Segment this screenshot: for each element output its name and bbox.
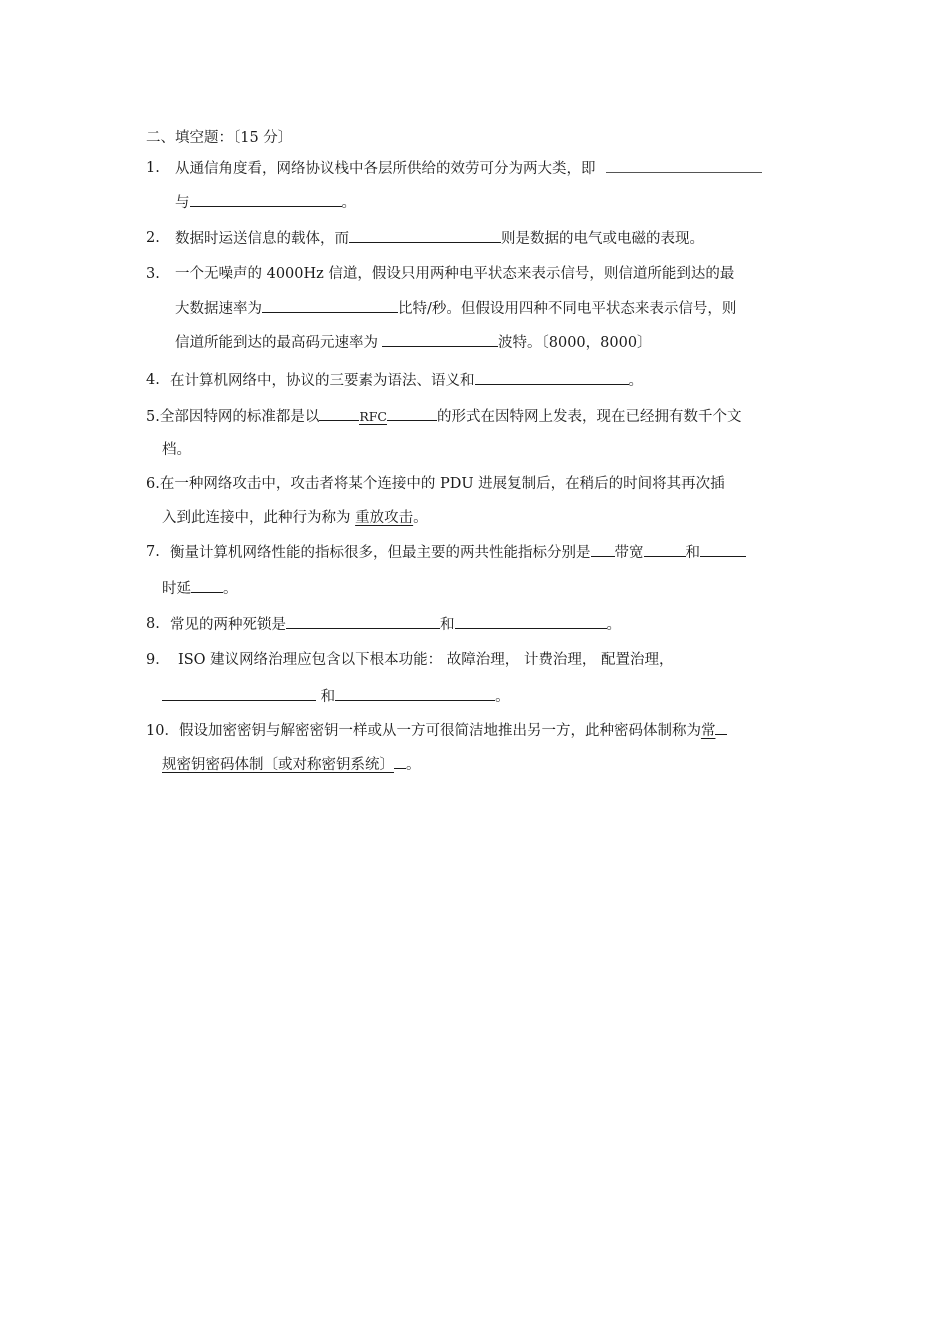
- question-1-text: 从通信角度看，网络协议栈中各层所供给的效劳可分为两大类，即: [175, 158, 762, 179]
- question-3-text-line2: 大数据速率为 比特/秒。但假设用四种不同电平状态来表示信号，则: [175, 298, 736, 319]
- section-title: 二、填空题：〔15 分〕: [146, 130, 293, 146]
- question-8-text: 常见的两种死锁是 和 。: [170, 614, 621, 635]
- question-3-text: 一个无噪声的 4000Hz 信道，假设只用两种电平状态来表示信号，则信道所能到达的最: [175, 266, 735, 282]
- question-9-number: 9．: [146, 652, 170, 668]
- question-6-text-line2: 入到此连接中，此种行为称为 重放攻击。: [162, 510, 428, 526]
- answer-text: 规密钥密码体制〔或对称密钥系统〕: [162, 757, 394, 773]
- answer-blank: [475, 370, 629, 385]
- answer-blank: [700, 542, 746, 557]
- answer-text: 重放攻击: [355, 510, 414, 526]
- answer-blank: [394, 754, 406, 769]
- answer-text: 常: [700, 723, 716, 739]
- answer-text: 时延: [162, 581, 191, 597]
- answer-blank: [455, 614, 607, 629]
- question-9-text: ISO 建议网络治理应包含以下根本功能： 故障治理， 计费治理， 配置治理，: [178, 652, 674, 668]
- question-5-text-line2: 档。: [162, 442, 191, 458]
- answer-blank: [162, 686, 316, 701]
- answer-blank: [387, 406, 437, 421]
- answer-blank: [262, 298, 398, 313]
- answer-blank: [644, 542, 686, 557]
- answer-blank: [591, 542, 615, 557]
- question-8-number: 8.: [146, 616, 160, 632]
- answer-blank: [715, 720, 727, 735]
- question-7-text-line2: 时延 。: [162, 578, 238, 599]
- question-1-text-line2: 与 。: [175, 192, 356, 213]
- question-10-text-line2: 规密钥密码体制〔或对称密钥系统〕 。: [162, 754, 421, 775]
- question-10-text: 10．假设加密密钥与解密密钥一样或从一方可很简洁地推出另一方，此种密码体制称为常: [146, 720, 727, 741]
- answer-blank: [191, 578, 223, 593]
- answer-blank: [286, 614, 440, 629]
- answer-text: RFC: [359, 409, 387, 424]
- answer-blank: [606, 158, 762, 173]
- answer-blank: [190, 192, 342, 207]
- question-3-text-line3: 信道所能到达的最高码元速率为 波特。〔8000，8000〕: [175, 332, 652, 353]
- question-2-text: 数据时运送信息的载体，而 则是数据的电气或电磁的表现。: [175, 228, 704, 249]
- question-2-number: 2.: [146, 230, 160, 246]
- question-6-text: 6.在一种网络攻击中，攻击者将某个连接中的 PDU 进展复制后，在稍后的时间将其再次插: [146, 476, 725, 492]
- question-4-text: 在计算机网络中，协议的三要素为语法、语义和 。: [170, 370, 643, 391]
- question-9-text-line2: 和 。: [162, 686, 510, 707]
- answer-blank: [319, 406, 359, 421]
- question-7-text: 衡量计算机网络性能的指标很多，但最主要的两共性能指标分别是 带宽 和: [170, 542, 746, 563]
- answer-blank: [349, 228, 501, 243]
- question-3-number: 3.: [146, 266, 160, 282]
- answer-text: 带宽: [614, 545, 644, 561]
- question-5-text: 5.全部因特网的标准都是以 RFC 的形式在因特网上发表，现在已经拥有数千个文: [146, 406, 742, 427]
- question-1-number: 1.: [146, 160, 160, 176]
- question-7-number: 7.: [146, 544, 160, 560]
- question-4-number: 4.: [146, 372, 160, 388]
- answer-blank: [382, 332, 498, 347]
- answer-blank: [335, 686, 495, 701]
